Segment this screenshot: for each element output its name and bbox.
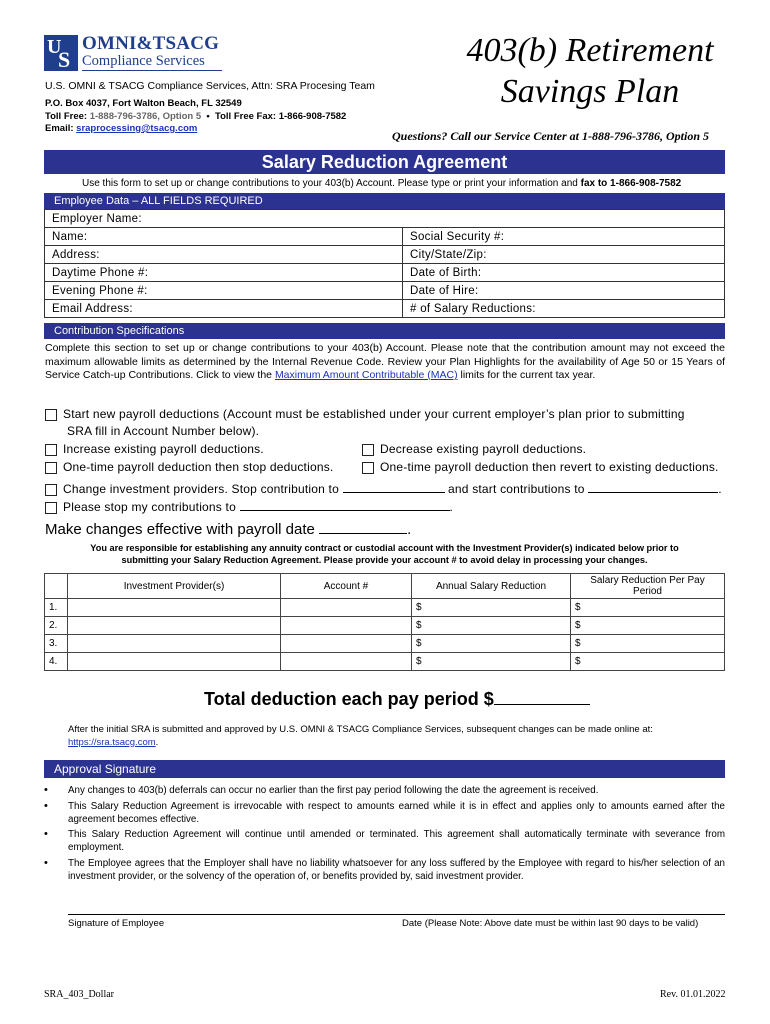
table-row [45,210,725,228]
per-period-cell[interactable]: $ [571,653,725,671]
change-providers-checkbox[interactable] [45,484,57,496]
salary-reductions-count-field[interactable]: # of Salary Reductions: [403,300,725,318]
annual-cell[interactable]: $ [412,635,571,653]
annual-cell[interactable]: $ [412,653,571,671]
table-header-row [45,574,725,599]
online-changes-note: After the initial SRA is submitted and approved by U.S. OMNI & TSACG Compliance Services, subsequent changes can be made online at: https://sra.tsacg.com. [68,724,653,748]
mailing-address: P.O. Box 4037, Fort Walton Beach, FL 32549 [45,98,242,109]
contribution-paragraph: Complete this section to set up or change contributions to your 403(b) Account. Please note that the contribution amount may not exceed the maximum allowable limits as determined by the Internal Revenue Code. Review your Plan Highlights for the availability of Age 50 or 15 Years of Service Catch-up Contributions. Click to view the Maximum Amount Contributable (MAC) limits for the current tax year. [45,342,725,381]
account-cell[interactable] [281,599,412,617]
option-stop-contributions: Please stop my contributions to . [45,498,453,514]
row-number-header [45,574,68,599]
option-start-new-cont: SRA fill in Account Number below). [67,424,260,438]
approval-signature-header: Approval Signature [44,760,725,778]
option-start-new: Start new payroll deductions (Account must be established under your current employer’s plan prior to submitting [45,407,725,421]
list-item: • Any changes to 403(b) deferrals can occur no earlier than the first pay period following the date the agreement is received. [44,784,725,797]
per-period-header: Salary Reduction Per Pay Period [571,574,725,599]
evening-phone-field[interactable]: Evening Phone #: [45,282,403,300]
signature-line[interactable] [68,914,725,915]
per-period-cell[interactable]: $ [571,599,725,617]
employee-data-table [44,209,725,318]
start-provider-blank[interactable] [588,480,718,493]
company-logo-mark: U S [44,35,78,71]
row-number: 1. [45,599,68,617]
form-id: SRA_403_Dollar [44,989,114,1000]
signature-label: Signature of Employee [68,918,165,929]
table-row [45,246,725,264]
account-cell[interactable] [281,653,412,671]
table-row [45,653,725,671]
investment-provider-table [44,573,725,671]
mac-link[interactable]: Maximum Amount Contributable (MAC) [274,369,458,381]
service-center-note: Questions? Call our Service Center at 1-888-796-3786, Option 5 [392,129,710,143]
provider-cell[interactable] [68,617,281,635]
contribution-spec-header: Contribution Specifications [44,323,725,339]
stop-contributions-blank[interactable] [240,498,450,511]
account-cell[interactable] [281,635,412,653]
city-state-zip-field[interactable]: City/State/Zip: [403,246,725,264]
option-onetime-stop: One-time payroll deduction then stop deductions. [45,460,333,474]
company-logo-name: OMNI&TSACG [82,33,220,54]
row-number: 3. [45,635,68,653]
sra-website-link[interactable]: https://sra.tsacg.com [68,736,156,748]
list-item: • This Salary Reduction Agreement will continue until amended or terminated. This agreement shall automatically terminate with severance from employment. [44,828,725,854]
table-row [45,599,725,617]
table-row [45,617,725,635]
email-address-field[interactable]: Email Address: [45,300,403,318]
company-logo-subtitle: Compliance Services [82,53,205,69]
option-decrease: Decrease existing payroll deductions. [362,442,586,456]
list-item: • The Employee agrees that the Employer shall have no liability whatsoever for any loss suffered by the Employee with regard to his/her selection of an investment provider, or the solvency of the operation of, or benefits provided by, said investment provider. [44,857,725,883]
onetime-revert-checkbox[interactable] [362,462,374,474]
table-row [45,228,725,246]
effective-date-line: Make changes effective with payroll date . [45,521,412,538]
email-link[interactable]: sraprocessing@tsacg.com [76,123,198,134]
annual-cell[interactable]: $ [412,599,571,617]
contact-email: Email: sraprocessing@tsacg.com [45,123,198,134]
responsibility-note: You are responsible for establishing any annuity contract or custodial account with the Investment Provider(s) indicated below prior to submitting your Salary Reduction Agreement. Please provide your account # to avoid delay in processing your changes. [90,543,679,565]
per-period-cell[interactable]: $ [571,635,725,653]
annual-header: Annual Salary Reduction [412,574,571,599]
ssn-field[interactable]: Social Security #: [403,228,725,246]
logo-underline [82,70,222,71]
address-field[interactable]: Address: [45,246,403,264]
provider-cell[interactable] [68,599,281,617]
provider-header: Investment Provider(s) [68,574,281,599]
per-period-cell[interactable]: $ [571,617,725,635]
onetime-stop-checkbox[interactable] [45,462,57,474]
daytime-phone-field[interactable]: Daytime Phone #: [45,264,403,282]
stop-contributions-checkbox[interactable] [45,502,57,514]
total-deduction-line: Total deduction each pay period $ [204,688,590,710]
annual-cell[interactable]: $ [412,617,571,635]
account-cell[interactable] [281,617,412,635]
name-field[interactable]: Name: [45,228,403,246]
employer-name-field[interactable]: Employer Name: [45,210,725,228]
revision-date: Rev. 01.01.2022 [660,989,726,1000]
option-increase: Increase existing payroll deductions. [45,442,264,456]
form-instruction: Use this form to set up or change contributions to your 403(b) Account. Please type or print your information and fax to 1-866-908-7582 [82,178,682,189]
decrease-checkbox[interactable] [362,444,374,456]
increase-checkbox[interactable] [45,444,57,456]
provider-cell[interactable] [68,635,281,653]
option-change-providers: Change investment providers. Stop contribution to and start contributions to . [45,480,722,496]
table-row [45,264,725,282]
start-new-checkbox[interactable] [45,409,57,421]
payroll-date-blank[interactable] [319,519,407,534]
agreement-title-bar: Salary Reduction Agreement [44,150,725,174]
approval-terms [44,784,725,885]
company-line: U.S. OMNI & TSACG Compliance Services, Attn: SRA Procesing Team [45,80,375,92]
option-onetime-revert: One-time payroll deduction then revert to existing deductions. [362,460,719,474]
date-of-birth-field[interactable]: Date of Birth: [403,264,725,282]
list-item: • This Salary Reduction Agreement is irrevocable with respect to amounts earned while it is in effect and applies only to amounts earned after the agreement becomes effective. [44,800,725,826]
employee-data-header: Employee Data – ALL FIELDS REQUIRED [44,193,725,209]
provider-cell[interactable] [68,653,281,671]
date-label: Date (Please Note: Above date must be within last 90 days to be valid) [402,918,699,929]
table-row [45,635,725,653]
date-of-hire-field[interactable]: Date of Hire: [403,282,725,300]
row-number: 2. [45,617,68,635]
total-deduction-blank[interactable] [494,688,590,705]
table-row [45,300,725,318]
document-title: 403(b) Retirement Savings Plan [466,32,714,110]
table-row [45,282,725,300]
account-header: Account # [281,574,412,599]
contact-phones: Toll Free: 1-888-796-3786, Option 5 • Toll Free Fax: 1-866-908-7582 [45,111,347,122]
stop-provider-blank[interactable] [343,480,445,493]
row-number: 4. [45,653,68,671]
